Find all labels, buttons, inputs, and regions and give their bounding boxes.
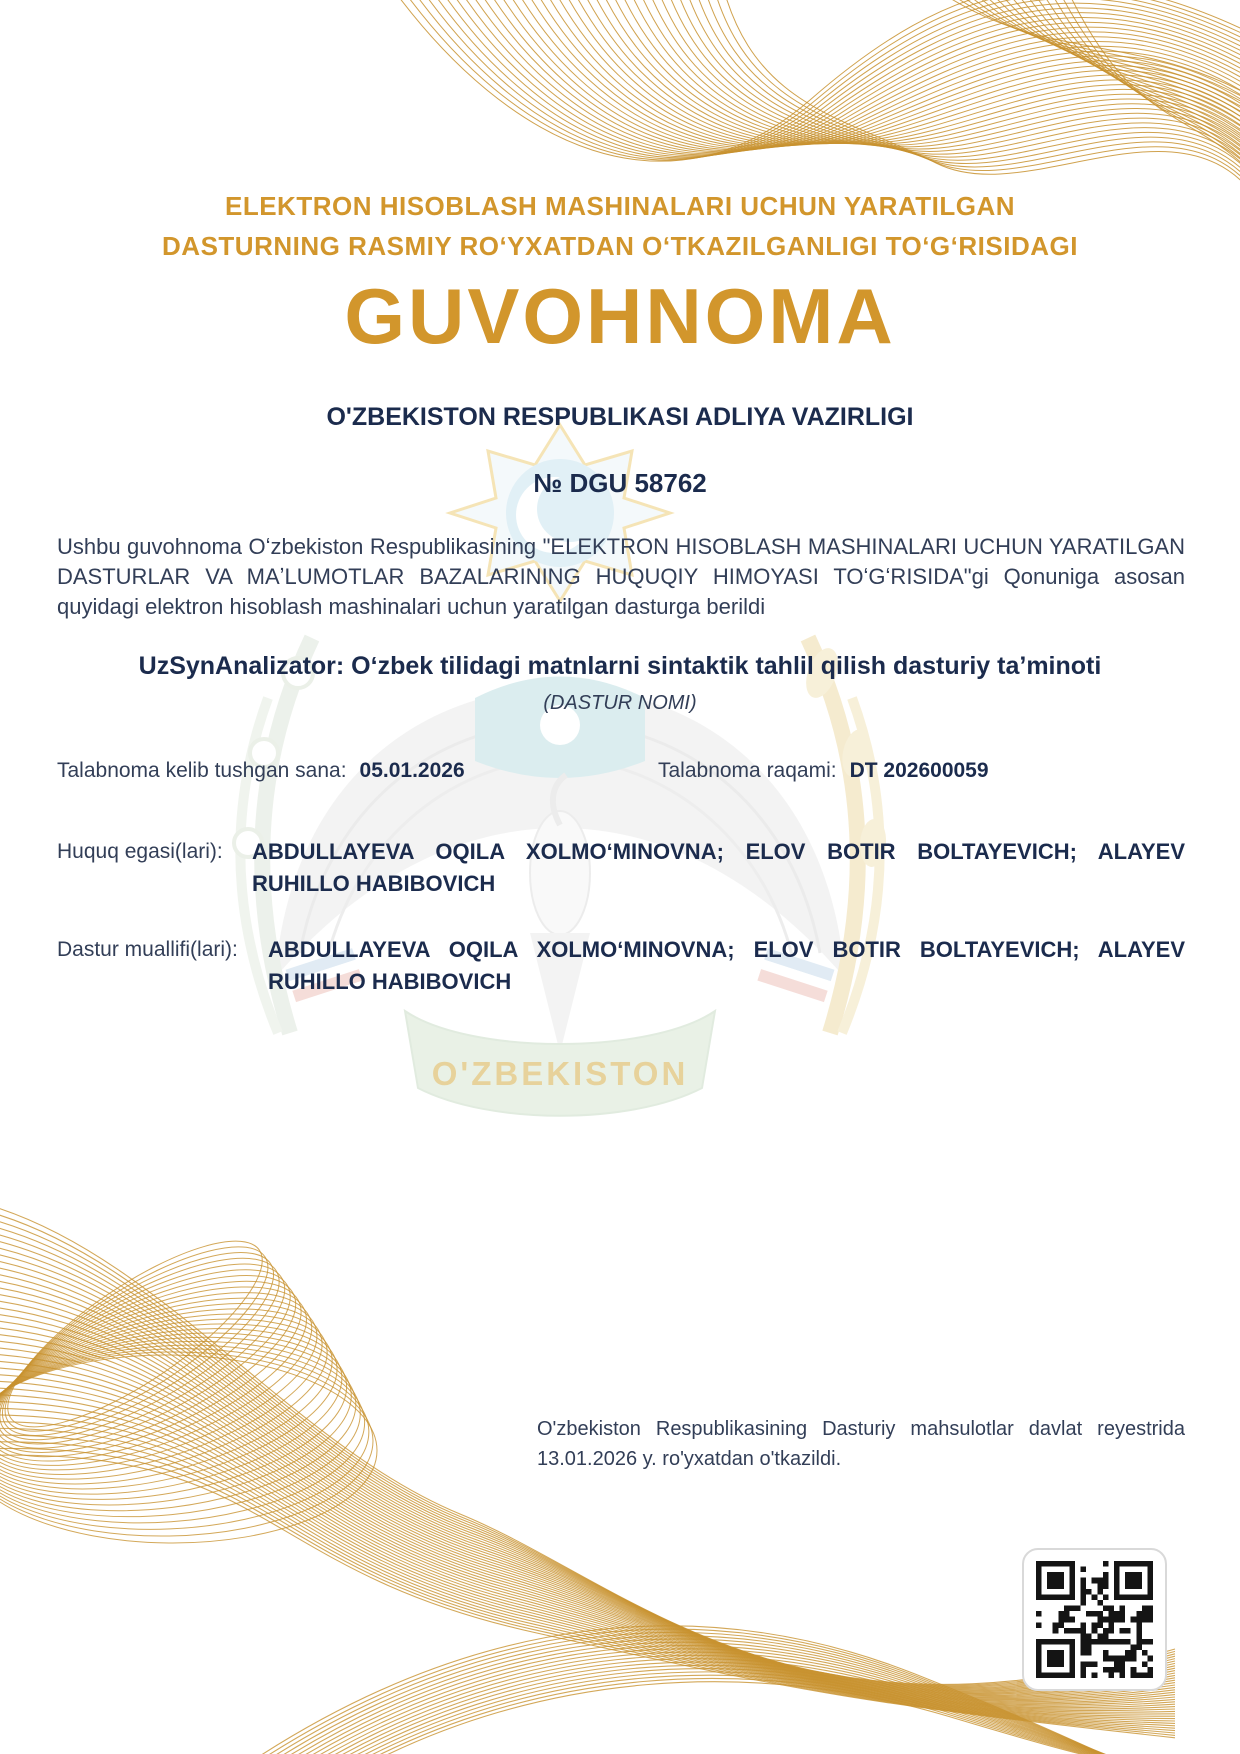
registration-note: O'zbekiston Respublikasining Dasturiy mahsulotlar davlat reyestrida 13.01.2026 y. ro'yxatdan o'tkazildi.	[537, 1418, 1185, 1470]
application-date-value: 05.01.2026	[359, 759, 465, 782]
application-row	[57, 757, 1185, 787]
application-date-label: Talabnoma kelib tushgan sana:	[57, 759, 347, 782]
page-title: GUVOHNOMA	[344, 272, 896, 360]
program-name-caption: (DASTUR NOMI)	[543, 692, 697, 714]
guilloche-top-decoration	[370, 0, 1240, 210]
rights-owner-label: Huquq egasi(lari):	[57, 840, 223, 863]
application-date-group	[57, 757, 465, 785]
subtitle-line2: DASTURNING RASMIY ROʻYXATDAN OʻTKAZILGANLIGI TOʻGʻRISIDAGI	[162, 231, 1078, 261]
program-author-label: Dastur muallifi(lari):	[57, 938, 238, 961]
rights-owner-names: ABDULLAYEVA OQILA XOLMOʻMINOVNA; ELOV BOTIR BOLTAYEVICH; ALAYEV RUHILLO HABIBOVICH	[252, 839, 1185, 896]
program-author-row	[57, 934, 1185, 998]
watermark-country-name: O'ZBEKISTON	[431, 1055, 689, 1092]
rights-owner-row	[57, 836, 1185, 900]
application-number-value: DT 202600059	[849, 759, 989, 782]
application-number-group	[658, 757, 989, 785]
qr-code-svg	[1035, 1561, 1154, 1678]
application-number-label: Talabnoma raqami:	[658, 759, 837, 782]
ministry-name: O'ZBEKISTON RESPUBLIKASI ADLIYA VAZIRLIGI	[326, 403, 914, 431]
grant-paragraph: Ushbu guvohnoma Oʻzbekiston Respublikasining "ELEKTRON HISOBLASH MASHINALARI UCHUN YARATILGAN DASTURLAR VA MAʼLUMOTLAR BAZALARINING HUQUQIY HIMOYASI TOʻGʻRISIDA"gi Qonuniga asosan quyidagi elektron hisoblash mashinalari uchun yaratilgan dasturga berildi	[57, 534, 1185, 619]
qr-code	[1022, 1548, 1167, 1691]
document-subtitle	[30, 186, 1210, 266]
certificate-number: № DGU 58762	[533, 468, 707, 498]
program-name: UzSynAnalizator: Oʻzbek tilidagi matnlarni sintaktik tahlil qilish dasturiy ta’minoti	[138, 652, 1102, 680]
subtitle-line1: ELEKTRON HISOBLASH MASHINALARI UCHUN YARATILGAN	[224, 191, 1016, 221]
program-author-names: ABDULLAYEVA OQILA XOLMOʻMINOVNA; ELOV BOTIR BOLTAYEVICH; ALAYEV RUHILLO HABIBOVICH	[268, 937, 1185, 994]
